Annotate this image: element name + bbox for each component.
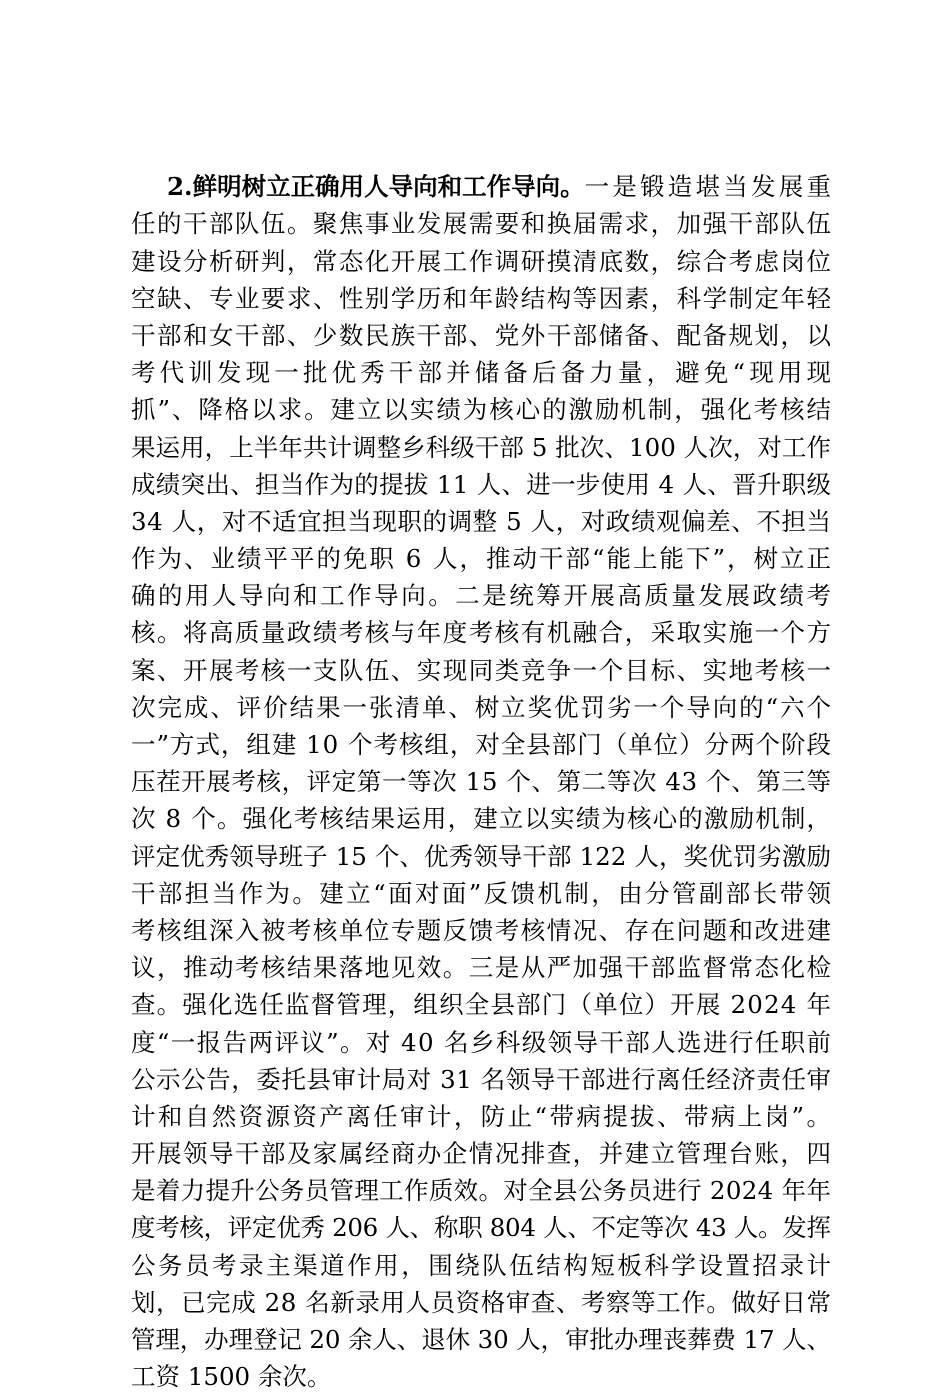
line-text: 考代训发现一批优秀干部并储备后备力量，避免“现用现: [131, 358, 836, 388]
paragraph-line: [131, 612, 831, 649]
paragraph-line: [131, 910, 831, 947]
paragraph-line: [131, 203, 831, 240]
paragraph-line: [131, 984, 831, 1021]
paragraph-line: [131, 724, 831, 761]
paragraph-line: [131, 315, 831, 352]
line-text: 干部和女干部、少数民族干部、党外干部储备、配备规划，以: [131, 320, 833, 350]
line-text: 核。将高质量政绩考核与年度考核有机融合，采取实施一个方: [131, 618, 833, 648]
line-text: 开展领导干部及家属经商办企情况排查，并建立管理台账，四: [131, 1139, 833, 1169]
paragraph-line: [131, 798, 831, 835]
paragraph-line: [131, 501, 831, 538]
paragraph-line: [131, 426, 831, 463]
line-text: 评定优秀领导班子 15 个、优秀领导干部 122 人，奖优罚劣激励: [131, 841, 832, 871]
line-text: 公务员考录主渠道作用，围绕队伍结构短板科学设置招录计: [131, 1250, 834, 1280]
paragraph-line: [131, 575, 834, 612]
line-text: 工资 1500 余次。: [131, 1362, 332, 1392]
line-text: 考核组深入被考核单位专题反馈考核情况、存在问题和改进建: [131, 915, 833, 945]
line-text: 作为、业绩平平的免职 6 人，推动干部“能上能下”，树立正: [131, 544, 833, 574]
paragraph-line: [131, 240, 831, 277]
paragraph-line: [131, 1133, 831, 1170]
paragraph-line: [131, 538, 831, 575]
paragraph-line: [131, 761, 831, 798]
paragraph-line: [131, 1096, 834, 1133]
paragraph-line: [131, 1356, 831, 1393]
line-text: 次 8 个。强化考核结果运用，建立以实绩为核心的激励机制，: [131, 804, 833, 834]
paragraph: [131, 166, 836, 1393]
paragraph-line: [131, 835, 831, 872]
paragraph-line: [131, 1282, 831, 1319]
paragraph-line: [131, 1207, 831, 1244]
line-text: 次完成、评价结果一张清单、树立奖优罚劣一个导向的“六个: [131, 692, 833, 722]
line-text: 成绩突出、担当作为的提拔 11 人、进一步使用 4 人、晋升职级: [131, 469, 832, 499]
line-text: 果运用，上半年共计调整乡科级干部 5 批次、100 人次，对工作: [131, 432, 832, 462]
line-text: 一”方式，组建 10 个考核组，对全县部门（单位）分两个阶段: [131, 730, 832, 759]
line-text: 度“一报告两评议”。对 40 名乡科级领导干部人选进行任职前: [131, 1027, 833, 1057]
paragraph-line: [131, 1059, 831, 1096]
paragraph-line: [131, 1170, 831, 1207]
line-text: 公示公告，委托县审计局对 31 名领导干部进行离任经济责任审: [131, 1064, 832, 1094]
line-text: 抓”、降格以求。建立以实绩为核心的激励机制，强化考核结: [131, 395, 833, 425]
paragraph-line: [131, 278, 831, 315]
line-text: 议，推动考核结果落地见效。三是从严加强干部监督常态化检: [131, 953, 833, 983]
paragraph-line-1: [131, 166, 835, 203]
paragraph-line: [131, 389, 831, 426]
line-text: 干部担当作为。建立“面对面”反馈机制，由分管副部长带领: [131, 878, 834, 908]
paragraph-line: [131, 687, 831, 724]
paragraph-line: [131, 873, 834, 910]
line-text: 确的用人导向和工作导向。二是统筹开展高质量发展政绩考: [131, 581, 834, 611]
paragraph-line: [131, 947, 831, 984]
line-text: 34 人，对不适宜担当现职的调整 5 人，对政绩观偏差、不担当: [131, 506, 832, 536]
line-text: 压茬开展考核，评定第一等次 15 个、第二等次 43 个、第三等: [131, 767, 832, 797]
line-text: 查。强化选任监督管理，组织全县部门（单位）开展 2024 年: [131, 990, 833, 1020]
line-text: 空缺、专业要求、性别学历和年龄结构等因素，科学制定年轻: [131, 283, 833, 313]
line-text: 度考核，评定优秀 206 人、称职 804 人、不定等次 43 人。发挥: [131, 1213, 831, 1243]
line-text: 管理，办理登记 20 余人、退休 30 人，审批办理丧葬费 17 人、: [131, 1325, 831, 1354]
paragraph-line: [131, 1319, 831, 1356]
line-text: 任的干部队伍。聚焦事业发展需要和换届需求，加强干部队伍: [131, 209, 833, 239]
line-text: 是着力提升公务员管理工作质效。对全县公务员进行 2024 年年: [131, 1176, 832, 1206]
line-text: 一是锻造堪当发展重: [584, 172, 835, 202]
paragraph-line: [131, 352, 836, 389]
paragraph-line: [131, 1021, 831, 1058]
section-heading: 2.鲜明树立正确用人导向和工作导向。: [167, 172, 585, 202]
line-text: 建设分析研判，常态化开展工作调研摸清底数，综合考虑岗位: [131, 246, 833, 276]
paragraph-line: [131, 1244, 834, 1281]
line-text: 案、开展考核一支队伍、实现同类竞争一个目标、实地考核一: [131, 655, 833, 685]
paragraph-line: [131, 464, 831, 501]
line-text: 计和自然资源资产离任审计，防止“带病提拔、带病上岗”。: [131, 1101, 834, 1131]
line-text: 划，已完成 28 名新录用人员资格审查、考察等工作。做好日常: [131, 1287, 832, 1317]
paragraph-line: [131, 649, 831, 686]
